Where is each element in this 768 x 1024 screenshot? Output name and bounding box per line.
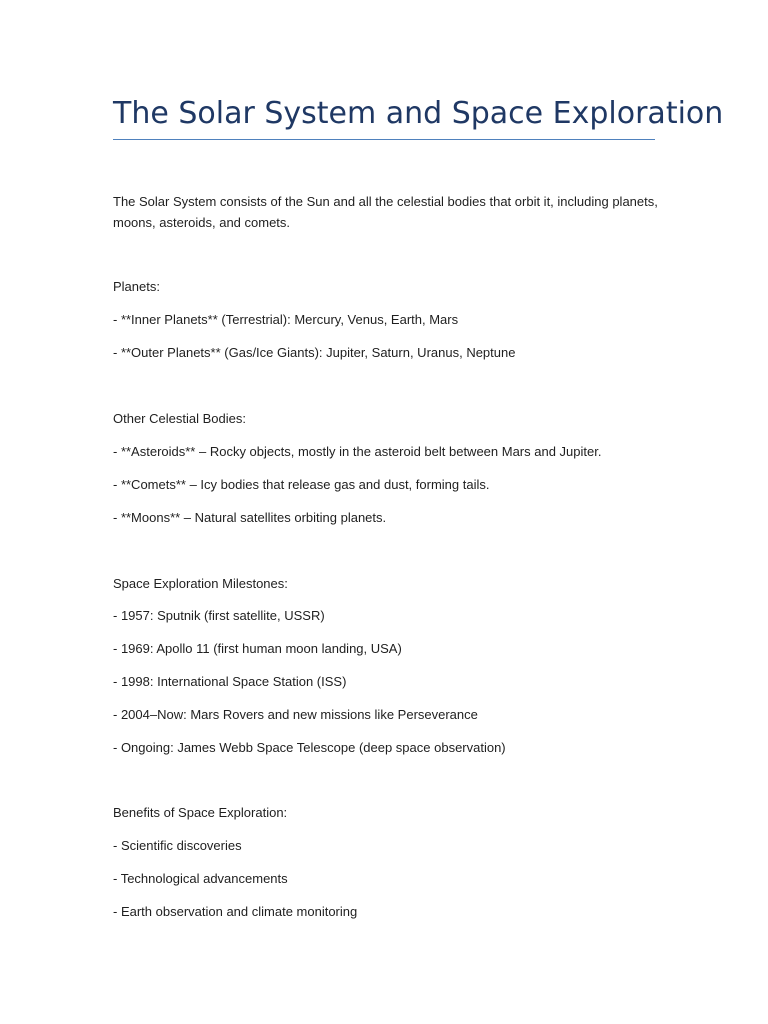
list-item: - **Comets** – Icy bodies that release gas and dust, forming tails. bbox=[113, 477, 490, 492]
list-item: - **Outer Planets** (Gas/Ice Giants): Jupiter, Saturn, Uranus, Neptune bbox=[113, 345, 516, 360]
list-item: - Technological advancements bbox=[113, 871, 288, 886]
list-item: - **Inner Planets** (Terrestrial): Mercury, Venus, Earth, Mars bbox=[113, 312, 459, 327]
section-heading-other-bodies: Other Celestial Bodies: bbox=[113, 411, 246, 426]
list-item: - Earth observation and climate monitoring bbox=[113, 904, 358, 919]
document-title: The Solar System and Space Exploration bbox=[113, 96, 724, 131]
list-item: - 1998: International Space Station (ISS) bbox=[113, 674, 347, 689]
title-underline bbox=[113, 139, 655, 140]
intro-line: moons, asteroids, and comets. bbox=[113, 215, 291, 230]
section-heading-milestones: Space Exploration Milestones: bbox=[113, 576, 288, 591]
section-heading-benefits: Benefits of Space Exploration: bbox=[113, 805, 288, 820]
list-item: - **Moons** – Natural satellites orbiting planets. bbox=[113, 510, 387, 525]
section-heading-planets: Planets: bbox=[113, 279, 160, 294]
list-item: - 1969: Apollo 11 (first human moon landing, USA) bbox=[113, 641, 402, 656]
list-item: - Ongoing: James Webb Space Telescope (deep space observation) bbox=[113, 740, 506, 755]
list-item: - Scientific discoveries bbox=[113, 838, 242, 853]
intro-line: The Solar System consists of the Sun and all the celestial bodies that orbit it, including planets, bbox=[113, 194, 658, 209]
list-item: - 1957: Sputnik (first satellite, USSR) bbox=[113, 608, 325, 623]
list-item: - 2004–Now: Mars Rovers and new missions like Perseverance bbox=[113, 707, 478, 722]
list-item: - **Asteroids** – Rocky objects, mostly in the asteroid belt between Mars and Jupiter. bbox=[113, 444, 602, 459]
intro-paragraph bbox=[113, 191, 658, 233]
